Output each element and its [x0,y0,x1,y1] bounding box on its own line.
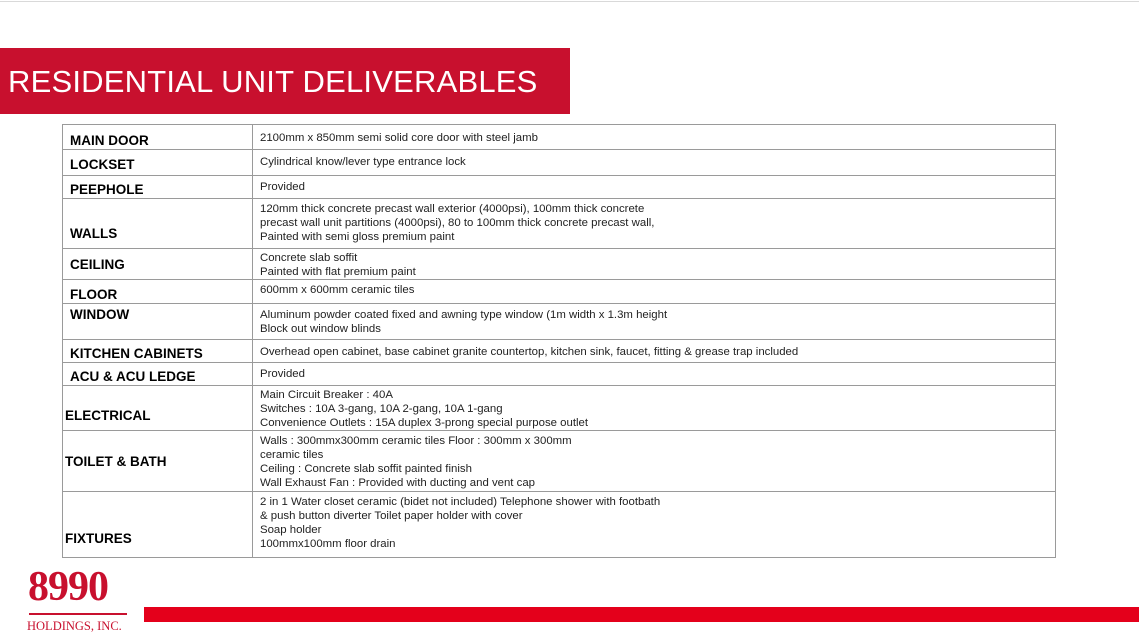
value-line: 2 in 1 Water closet ceramic (bidet not included) Telephone shower with footbath [260,496,661,508]
value-line: Walls : 300mmx300mm ceramic tiles Floor : 300mm x 300mm [260,435,572,447]
table-row-ceiling [63,249,1056,280]
table-row-toilet-bath [63,431,1056,492]
row-label: WALLS [63,199,253,249]
table-row-lockset [63,150,1056,176]
value-line: 120mm thick concrete precast wall exterior (4000psi), 100mm thick concrete [260,203,645,215]
row-value [253,304,1056,340]
value-line: Wall Exhaust Fan : Provided with ducting and vent cap [260,477,535,489]
value-line: Block out window blinds [260,323,381,335]
row-label: PEEPHOLE [63,176,253,199]
table-row-peephole [63,176,1056,199]
value-line: 600mm x 600mm ceramic tiles [260,284,415,296]
value-line: 100mmx100mm floor drain [260,538,396,550]
value-line: Concrete slab soffit [260,252,358,264]
row-value [253,431,1056,492]
row-label: ELECTRICAL [63,386,253,431]
title-banner [0,48,570,114]
table-row-walls [63,199,1056,249]
row-value [253,176,1056,199]
company-logo [25,566,135,638]
value-line: ceramic tiles [260,449,324,461]
table-row-kitchen-cabinets [63,340,1056,363]
row-value [253,125,1056,150]
table-row-window [63,304,1056,340]
row-label: KITCHEN CABINETS [63,340,253,363]
row-value [253,280,1056,304]
value-line: & push button diverter Toilet paper holder with cover [260,510,523,522]
row-value [253,199,1056,249]
row-value [253,363,1056,386]
row-value [253,340,1056,363]
row-value [253,249,1056,280]
value-line: Overhead open cabinet, base cabinet granite countertop, kitchen sink, faucet, fitting & grease trap included [260,346,799,358]
row-label: WINDOW [63,304,253,340]
value-line: Convenience Outlets : 15A duplex 3-prong special purpose outlet [260,417,589,429]
row-label: TOILET & BATH [63,431,253,492]
value-line: Cylindrical know/lever type entrance lock [260,156,466,168]
row-value [253,150,1056,176]
row-label: MAIN DOOR [63,125,253,150]
value-line: Provided [260,368,305,380]
value-line: 2100mm x 850mm semi solid core door with steel jamb [260,132,538,144]
table-row-main-door [63,125,1056,150]
logo-subtitle: HOLDINGS, INC. [27,619,122,633]
value-line: precast wall unit partitions (4000psi), 80 to 100mm thick concrete precast wall, [260,217,655,229]
row-label: LOCKSET [63,150,253,176]
row-label: CEILING [63,249,253,280]
row-label: FLOOR [63,280,253,304]
row-value [253,386,1056,431]
table-row-fixtures [63,492,1056,558]
value-line: Provided [260,181,305,193]
logo-number: 8990 [28,564,108,610]
value-line: Aluminum powder coated fixed and awning type window (1m width x 1.3m height [260,309,668,321]
page-title: RESIDENTIAL UNIT DELIVERABLES [8,63,538,99]
table-row-acu-ledge [63,363,1056,386]
footer-red-bar [144,607,1139,622]
table-row-electrical [63,386,1056,431]
row-value [253,492,1056,558]
deliverables-table [62,124,1056,558]
row-label: ACU & ACU LEDGE [63,363,253,386]
value-line: Ceiling : Concrete slab soffit painted finish [260,463,472,475]
value-line: Painted with flat premium paint [260,266,416,278]
value-line: Switches : 10A 3-gang, 10A 2-gang, 10A 1-gang [260,403,503,415]
row-label: FIXTURES [63,492,253,558]
value-line: Main Circuit Breaker : 40A [260,389,393,401]
top-divider [0,1,1139,2]
table-row-floor [63,280,1056,304]
value-line: Painted with semi gloss premium paint [260,231,455,243]
value-line: Soap holder [260,524,322,536]
logo-underline [29,613,127,615]
